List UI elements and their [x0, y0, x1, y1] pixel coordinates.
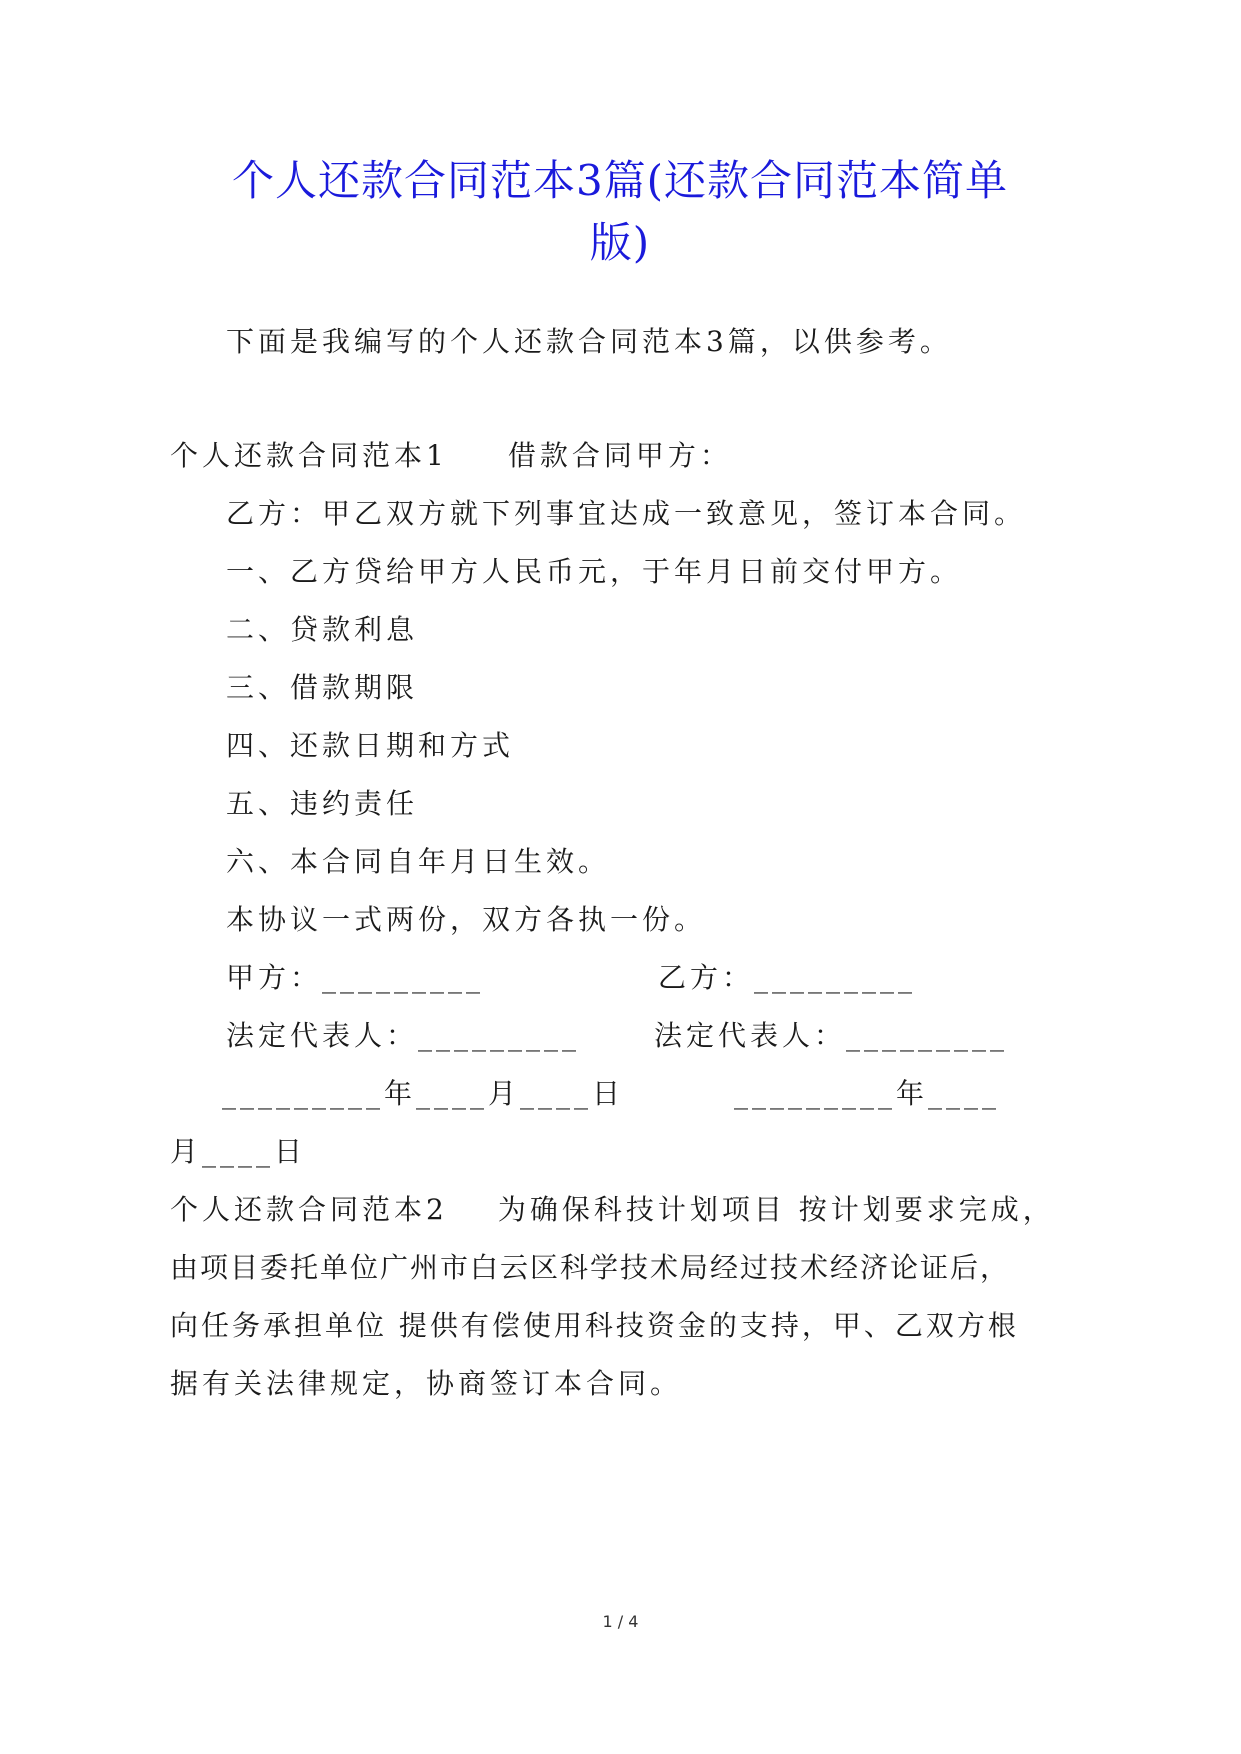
signature-party-a: 甲方：_________	[226, 961, 485, 994]
contract1-item: 二、贷款利息	[226, 613, 419, 646]
contract1-title: 个人还款合同范本1	[170, 439, 448, 472]
intro-paragraph: 下面是我编写的个人还款合同范本3篇，以供参考。	[226, 325, 952, 358]
contract1-item: 一、乙方贷给甲方人民币元，于年月日前交付甲方。	[226, 555, 963, 588]
date-party-b-continued: 月____日	[170, 1135, 307, 1168]
contract2-paragraph: 据有关法律规定，协商签订本合同。	[170, 1367, 683, 1400]
contract2-title: 个人还款合同范本2	[170, 1193, 448, 1226]
contract1-paragraph: 乙方：甲乙双方就下列事宜达成一致意见，签订本合同。	[226, 497, 1027, 530]
document-title-continued: 版)	[589, 218, 651, 267]
contract2-text: 为确保科技计划项目 按计划要求完成，	[497, 1193, 1055, 1226]
contract1-item: 六、本合同自年月日生效。	[226, 845, 611, 878]
representative-a: 法定代表人：_________	[226, 1019, 581, 1052]
representative-b: 法定代表人：_________	[654, 1019, 1009, 1052]
contract2-paragraph: 由项目委托单位广州市白云区科学技术局经过技术经济论证后，	[170, 1251, 1011, 1284]
contract1-party-a: 借款合同甲方：	[507, 439, 732, 472]
date-party-a: _________年____月____日	[222, 1077, 625, 1110]
contract2-paragraph: 向任务承担单位 提供有偿使用科技资金的支持，甲、乙双方根	[170, 1309, 1019, 1342]
page-number: 1 / 4	[602, 1612, 639, 1631]
contract2-heading	[170, 1190, 1055, 1230]
contract1-item: 五、违约责任	[226, 787, 419, 820]
document-title: 个人还款合同范本3篇(还款合同范本简单	[231, 156, 1009, 205]
signature-party-b: 乙方：_________	[658, 961, 917, 994]
contract1-heading	[170, 436, 732, 476]
contract1-item: 三、借款期限	[226, 671, 419, 704]
contract1-item: 四、还款日期和方式	[226, 729, 515, 762]
date-party-b: _________年____	[734, 1077, 1001, 1110]
contract1-copies: 本协议一式两份，双方各执一份。	[226, 903, 707, 936]
